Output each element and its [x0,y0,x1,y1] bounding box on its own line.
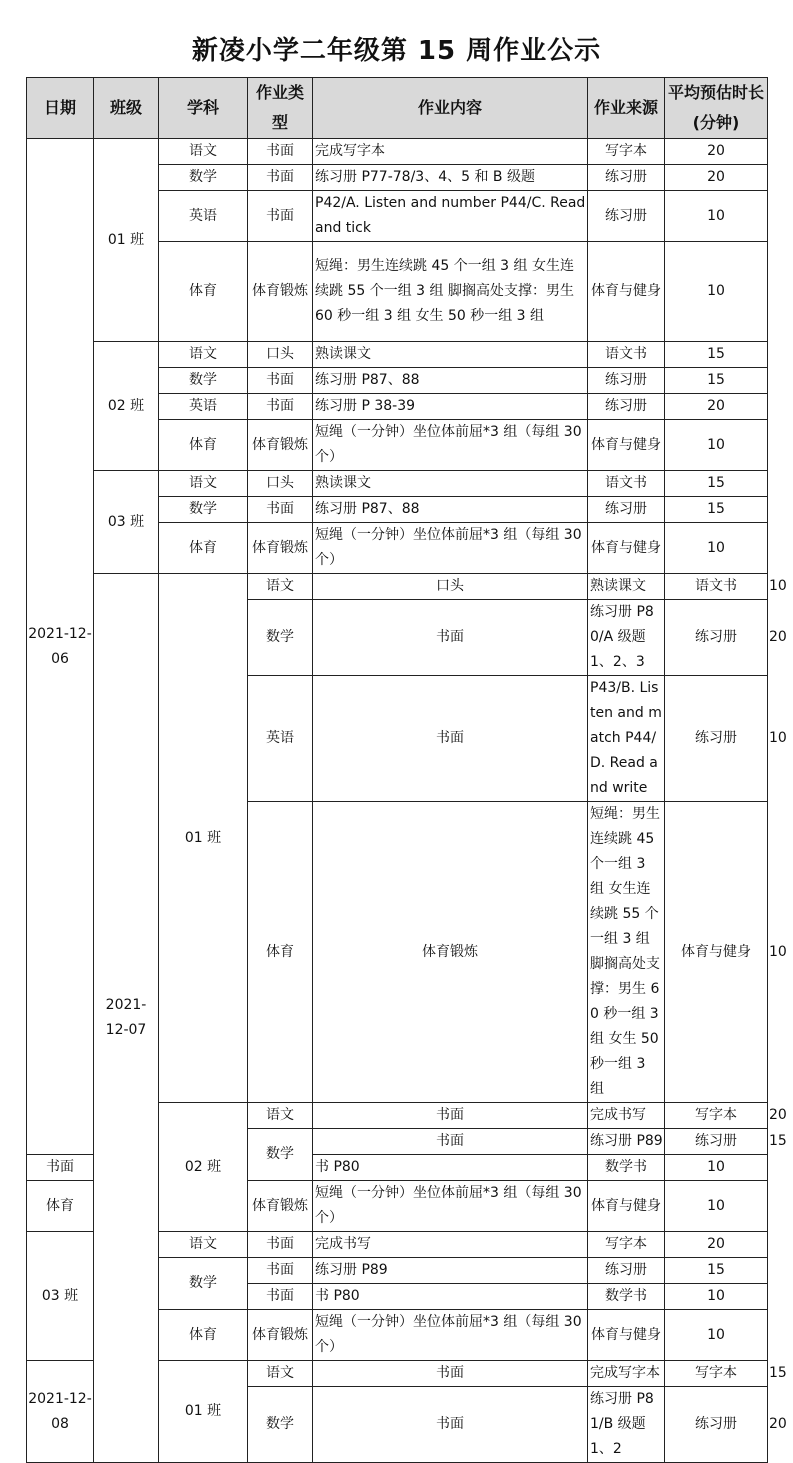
source-cell: 练习册 [665,1387,768,1463]
date-cell: 2021-12-06 [27,139,94,1155]
time-cell: 10 [665,420,768,471]
type-cell: 口头 [313,574,588,600]
type-cell: 口头 [248,471,313,497]
header-subject: 学科 [159,78,248,139]
subject-cell: 体育 [248,802,313,1103]
source-cell: 语文书 [588,342,665,368]
table-row [27,471,768,497]
source-cell: 练习册 [665,600,768,676]
subject-cell: 语文 [159,342,248,368]
time-cell: 15 [665,471,768,497]
content-cell: 短绳（一分钟）坐位体前屈*3 组（每组 30 个） [313,1181,588,1232]
source-cell: 练习册 [588,1258,665,1284]
date-cell: 2021-12-08 [27,1361,94,1463]
source-cell: 练习册 [588,368,665,394]
content-cell: 书 P80 [313,1155,588,1181]
time-cell: 20 [665,165,768,191]
time-cell: 20 [665,139,768,165]
content-cell: 练习册 P87、88 [313,497,588,523]
type-cell: 书面 [313,1103,588,1129]
table-row [27,139,768,165]
class-cell: 02 班 [159,1103,248,1232]
type-cell: 书面 [248,1284,313,1310]
class-cell: 02 班 [94,342,159,471]
content-cell: P42/A. Listen and number P44/C. Read and tick [313,191,588,242]
type-cell: 书面 [27,1155,94,1181]
time-cell: 15 [665,497,768,523]
type-cell: 体育锻炼 [248,242,313,342]
class-cell: 01 班 [159,574,248,1103]
source-cell: 练习册 [588,394,665,420]
table-row: 体育 体育锻炼 短绳：男生连续跳 45 个一组 3 组 女生连续跳 55 个一组 3 组 脚搁高处支撑：男生 60 秒一组 3 组 女生 50 秒一组 3 组 体育与健身 10 [27,802,768,1103]
subject-cell: 语文 [159,139,248,165]
subject-cell: 数学 [159,1258,248,1310]
subject-cell: 英语 [248,676,313,802]
source-cell: 练习册 [665,1129,768,1155]
subject-cell: 数学 [159,165,248,191]
source-cell: 练习册 [665,676,768,802]
type-cell: 体育锻炼 [248,420,313,471]
type-cell: 书面 [313,676,588,802]
type-cell: 书面 [248,191,313,242]
content-cell: 完成书写 [313,1232,588,1258]
type-cell: 书面 [248,394,313,420]
table-body [27,139,787,1463]
content-cell: 练习册 P77-78/3、4、5 和 B 级题 [313,165,588,191]
header-type: 作业类型 [248,78,313,139]
type-cell: 书面 [248,368,313,394]
subject-cell: 语文 [248,1103,313,1129]
type-cell: 书面 [313,600,588,676]
header-date: 日期 [27,78,94,139]
source-cell: 练习册 [588,165,665,191]
content-cell: 练习册 P89 [588,1129,665,1155]
type-cell: 体育锻炼 [248,523,313,574]
subject-cell: 数学 [248,1387,313,1463]
time-cell: 10 [665,1155,768,1181]
source-cell: 体育与健身 [588,523,665,574]
class-cell: 01 班 [94,139,159,342]
type-cell: 书面 [248,1258,313,1284]
type-cell: 书面 [313,1387,588,1463]
header-time: 平均预估时长(分钟) [665,78,768,139]
type-cell: 书面 [313,1361,588,1387]
type-cell: 体育锻炼 [248,1310,313,1361]
time-cell: 10 [665,191,768,242]
source-cell: 写字本 [665,1103,768,1129]
content-cell: 短绳（一分钟）坐位体前屈*3 组（每组 30 个） [313,1310,588,1361]
table-row: 2021-12-07 01 班 语文 口头 熟读课文 语文书 10 [27,574,768,600]
header-class: 班级 [94,78,159,139]
source-cell: 体育与健身 [588,420,665,471]
subject-cell: 体育 [27,1181,94,1232]
content-cell: 短绳（一分钟）坐位体前屈*3 组（每组 30 个） [313,523,588,574]
type-cell: 口头 [248,342,313,368]
source-cell: 体育与健身 [665,802,768,1103]
time-cell: 10 [665,242,768,342]
subject-cell: 语文 [248,574,313,600]
source-cell: 练习册 [588,497,665,523]
content-cell: 熟读课文 [313,471,588,497]
subject-cell: 英语 [159,191,248,242]
table-row: 数学 书面 练习册 P80/A 级题 1、2、3 练习册 20 [27,600,768,676]
type-cell: 体育锻炼 [313,802,588,1103]
class-cell: 03 班 [94,471,159,574]
source-cell: 语文书 [588,471,665,497]
source-cell: 数学书 [588,1284,665,1310]
table-row: 2021-12-08 01 班 语文 书面 完成写字本 写字本 15 [27,1361,768,1387]
source-cell: 写字本 [588,139,665,165]
header-source: 作业来源 [588,78,665,139]
type-cell: 体育锻炼 [248,1181,313,1232]
source-cell: 体育与健身 [588,242,665,342]
subject-cell: 语文 [159,471,248,497]
content-cell: 短绳：男生连续跳 45 个一组 3 组 女生连续跳 55 个一组 3 组 脚搁高处支撑：男生 60 秒一组 3 组 女生 50 秒一组 3 组 [313,242,588,342]
subject-cell: 数学 [159,497,248,523]
subject-cell: 数学 [248,600,313,676]
content-cell: 完成写字本 [588,1361,665,1387]
class-cell: 03 班 [27,1232,94,1361]
subject-cell: 数学 [248,1129,313,1181]
time-cell: 15 [665,368,768,394]
table-row: 02 班 语文 书面 完成书写 写字本 20 [27,1103,768,1129]
subject-cell: 英语 [159,394,248,420]
table-row: 英语 书面 P43/B. Listen and match P44/D. Read and write 练习册 10 [27,676,768,802]
table-row: 数学 书面 练习册 P81/B 级题 1、2 练习册 20 [27,1387,768,1463]
subject-cell: 体育 [159,523,248,574]
time-cell: 15 [665,342,768,368]
date-cell: 2021-12-07 [94,574,159,1463]
subject-cell: 语文 [159,1232,248,1258]
source-cell: 体育与健身 [588,1310,665,1361]
type-cell: 书面 [248,165,313,191]
source-cell: 写字本 [588,1232,665,1258]
type-cell: 书面 [248,139,313,165]
source-cell: 练习册 [588,191,665,242]
subject-cell: 体育 [159,242,248,342]
content-cell: 熟读课文 [588,574,665,600]
content-cell: 练习册 P89 [313,1258,588,1284]
type-cell: 书面 [248,497,313,523]
content-cell: 练习册 P 38-39 [313,394,588,420]
content-cell: 完成写字本 [313,139,588,165]
time-cell: 10 [665,1310,768,1361]
source-cell: 语文书 [665,574,768,600]
source-cell: 数学书 [588,1155,665,1181]
content-cell: 书 P80 [313,1284,588,1310]
source-cell: 体育与健身 [588,1181,665,1232]
subject-cell: 数学 [159,368,248,394]
time-cell: 20 [665,394,768,420]
type-cell: 书面 [313,1129,588,1155]
page-title: 新凌小学二年级第 15 周作业公示 [191,36,602,66]
table-row: 数学 书面 练习册 P89 练习册 15 [27,1129,768,1155]
time-cell: 20 [665,1232,768,1258]
time-cell: 10 [665,1284,768,1310]
subject-cell: 语文 [248,1361,313,1387]
header-content: 作业内容 [313,78,588,139]
table-row [27,342,768,368]
time-cell: 10 [665,1181,768,1232]
class-cell: 01 班 [159,1361,248,1463]
content-cell: 短绳（一分钟）坐位体前屈*3 组（每组 30 个） [313,420,588,471]
subject-cell: 体育 [159,420,248,471]
time-cell: 15 [665,1258,768,1284]
content-cell: 短绳：男生连续跳 45 个一组 3 组 女生连续跳 55 个一组 3 组 脚搁高处支撑：男生 60 秒一组 3 组 女生 50 秒一组 3 组 [588,802,665,1103]
time-cell: 10 [665,523,768,574]
type-cell: 书面 [248,1232,313,1258]
homework-table [26,77,787,1463]
content-cell: 熟读课文 [313,342,588,368]
subject-cell: 体育 [159,1310,248,1361]
content-cell: 完成书写 [588,1103,665,1129]
header-row [27,78,768,139]
source-cell: 写字本 [665,1361,768,1387]
content-cell: 练习册 P80/A 级题 1、2、3 [588,600,665,676]
content-cell: 练习册 P81/B 级题 1、2 [588,1387,665,1463]
content-cell: 练习册 P87、88 [313,368,588,394]
content-cell: P43/B. Listen and match P44/D. Read and write [588,676,665,802]
